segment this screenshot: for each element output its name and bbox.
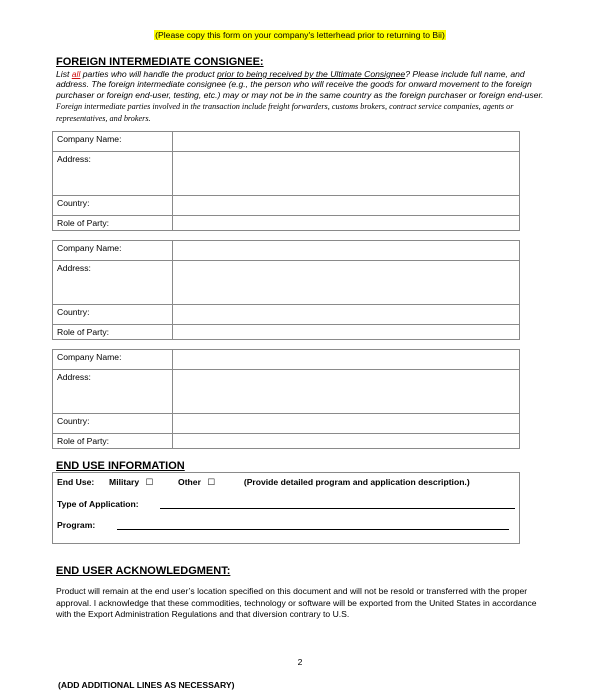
page-number: 2 bbox=[297, 657, 303, 667]
company-name-label: Company Name: bbox=[53, 132, 173, 152]
end-use-title: END USE INFORMATION bbox=[56, 460, 185, 472]
country-field[interactable] bbox=[173, 305, 520, 325]
address-field[interactable] bbox=[173, 261, 520, 305]
role-label: Role of Party: bbox=[53, 216, 173, 231]
military-label: Military bbox=[109, 477, 140, 487]
intro-part4: Foreign intermediate parties involved in the transaction include freight forwarders, customs brokers, contract service companies, agents or representatives, and brokers. bbox=[56, 102, 514, 123]
end-use-box bbox=[52, 472, 520, 544]
address-label: Address: bbox=[53, 370, 173, 414]
party-table-1 bbox=[52, 131, 520, 231]
address-field[interactable] bbox=[173, 370, 520, 414]
other-checkbox[interactable]: ☐ bbox=[207, 477, 216, 487]
intro-part1: List bbox=[56, 69, 72, 79]
company-name-field[interactable] bbox=[173, 132, 520, 152]
military-checkbox[interactable]: ☐ bbox=[145, 477, 154, 487]
program-line[interactable] bbox=[117, 529, 509, 530]
country-field[interactable] bbox=[173, 414, 520, 434]
type-of-application-label: Type of Application: bbox=[57, 499, 139, 509]
program-label: Program: bbox=[57, 520, 96, 530]
intro-part2: parties who will handle the product bbox=[80, 69, 217, 79]
other-label: Other bbox=[178, 477, 201, 487]
intro-part3: ? Please include full name, and address. The foreign intermediate consignee (e.g., the person who will receive the goods for onward movement to the foreign purchaser or foreign end-user, testing, etc.) may or may not be in the same country as the foreign purchaser or foreign end-user. bbox=[56, 69, 544, 100]
acknowledgment-title: END USER ACKNOWLEDGMENT: bbox=[56, 565, 231, 577]
role-field[interactable] bbox=[173, 325, 520, 340]
country-label: Country: bbox=[53, 196, 173, 216]
additional-lines-note: (ADD ADDITIONAL LINES AS NECESSARY) bbox=[58, 680, 235, 690]
provide-description-note: (Provide detailed program and application description.) bbox=[243, 477, 470, 487]
intro-prior: prior to being received by the Ultimate Consignee bbox=[217, 69, 406, 79]
address-field[interactable] bbox=[173, 152, 520, 196]
company-name-field[interactable] bbox=[173, 350, 520, 370]
intermediate-instructions bbox=[56, 69, 546, 124]
role-label: Role of Party: bbox=[53, 325, 173, 340]
letterhead-notice bbox=[0, 29, 600, 41]
company-name-field[interactable] bbox=[173, 241, 520, 261]
country-field[interactable] bbox=[173, 196, 520, 216]
role-field[interactable] bbox=[173, 216, 520, 231]
address-label: Address: bbox=[53, 261, 173, 305]
country-label: Country: bbox=[53, 305, 173, 325]
party-table-3 bbox=[52, 349, 520, 449]
address-label: Address: bbox=[53, 152, 173, 196]
company-name-label: Company Name: bbox=[53, 350, 173, 370]
end-use-row bbox=[57, 476, 470, 488]
role-field[interactable] bbox=[173, 434, 520, 449]
intro-all: all bbox=[71, 69, 81, 79]
end-use-label: End Use: bbox=[57, 477, 95, 487]
country-label: Country: bbox=[53, 414, 173, 434]
type-of-application-line[interactable] bbox=[160, 508, 515, 509]
intermediate-consignee-title: FOREIGN INTERMEDIATE CONSIGNEE: bbox=[56, 56, 264, 68]
party-table-2 bbox=[52, 240, 520, 340]
role-label: Role of Party: bbox=[53, 434, 173, 449]
acknowledgment-text: Product will remain at the end user’s location specified on this document and will not be resold or transferred with the proper approval. I acknowledge that these commodities, technology or software will be exported from the United States in accordance with the Export Administration Regulations and that diversion contrary to U.S. bbox=[56, 586, 537, 620]
company-name-label: Company Name: bbox=[53, 241, 173, 261]
letterhead-notice-text: (Please copy this form on your company's letterhead prior to returning to Bii) bbox=[155, 30, 445, 40]
